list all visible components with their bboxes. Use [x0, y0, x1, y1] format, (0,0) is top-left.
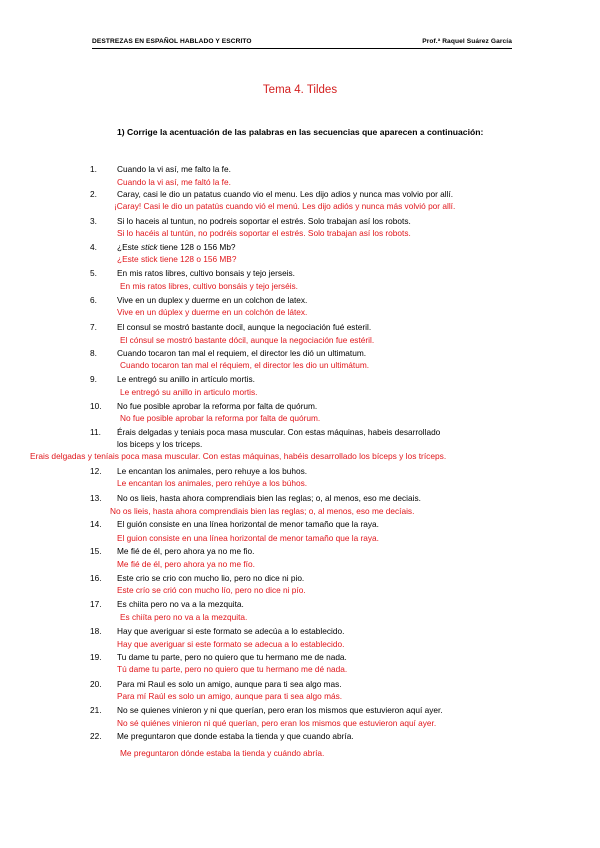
question-text: Cuando tocaron tan mal el requiem, el director les dió un ultimatum. [117, 348, 367, 358]
answer-text: Vive en un dúplex y duerme en un colchón de látex. [117, 307, 308, 317]
question-text: Érais delgadas y teniais poca masa muscular. Con estas máquinas, habeis desarrollado [117, 427, 441, 437]
question-text: Tu dame tu parte, pero no quiero que tu hermano me de nada. [117, 652, 347, 662]
item-number: 1. [90, 164, 97, 174]
question-text: Me fié de él, pero ahora ya no me fio. [117, 546, 255, 556]
page-title: Tema 4. Tildes [262, 84, 338, 96]
question-emphasis: stick [140, 242, 158, 252]
question-text: No os lieis, hasta ahora comprendiais bien las reglas; o, al menos, eso me deciais. [117, 493, 421, 503]
question-text: Para mi Raul es solo un amigo, aunque para ti sea algo mas. [117, 679, 342, 689]
question-text [117, 242, 236, 252]
answer-text: Me preguntaron dónde estaba la tienda y cuándo abría. [120, 748, 325, 758]
answer-text: Le entregó su anillo in articulo mortis. [120, 387, 258, 397]
item-number: 17. [90, 599, 102, 609]
question-text: Le entregó su anillo in artículo mortis. [117, 374, 255, 384]
question-text-continued: los biceps y los triceps. [117, 439, 203, 449]
item-number: 7. [90, 322, 97, 332]
item-number: 5. [90, 268, 97, 278]
item-number: 22. [90, 731, 102, 741]
answer-text: El guion consiste en una línea horizontal de menor tamaño que la raya. [117, 533, 379, 543]
answer-text: No os lieis, hasta ahora comprendiais bien las reglas; o, al menos, eso me decíais. [110, 506, 415, 516]
answer-text: Tú dame tu parte, pero no quiero que tu hermano me dé nada. [117, 664, 348, 674]
question-text: Le encantan los animales, pero rehuye a los buhos. [117, 466, 308, 476]
question-text: Es chiita pero no va a la mezquita. [117, 599, 244, 609]
answer-text: Cuando la vi así, me faltó la fe. [117, 177, 231, 187]
question-text: Me preguntaron que donde estaba la tienda y que cuando abría. [117, 731, 354, 741]
item-number: 10. [90, 401, 102, 411]
question-text: En mis ratos libres, cultivo bonsais y tejo jerseis. [117, 268, 295, 278]
item-number: 15. [90, 546, 102, 556]
answer-text: ¿Este stick tiene 128 o 156 MB? [117, 254, 237, 264]
item-number: 9. [90, 374, 97, 384]
answer-text: El cónsul se mostró bastante dócil, aunque la negociación fue estéril. [120, 335, 375, 345]
item-number: 18. [90, 626, 102, 636]
question-text: Cuando la vi así, me falto la fe. [117, 164, 231, 174]
instruction: 1) Corrige la acentuación de las palabras en las secuencias que aparecen a continuación: [117, 127, 484, 137]
item-number: 21. [90, 705, 102, 715]
answer-text: En mis ratos libres, cultivo bonsáis y tejo jerséis. [120, 281, 298, 291]
professor-name: Prof.ª Raquel Suárez García [422, 38, 512, 45]
item-number: 8. [90, 348, 97, 358]
question-text: No fue posible aprobar la reforma por falta de quórum. [117, 401, 318, 411]
question-text: Hay que averiguar si este formato se adecúa a lo establecido. [117, 626, 345, 636]
item-number: 14. [90, 519, 102, 529]
answer-text: Me fié de él, pero ahora ya no me fío. [117, 559, 255, 569]
item-number: 4. [90, 242, 97, 252]
item-number: 2. [90, 189, 97, 199]
page-header [92, 36, 512, 49]
answer-text: Este crío se crió con mucho lío, pero no dice ni pío. [117, 585, 306, 595]
answer-text: Le encantan los animales, pero rehúye a los búhos. [117, 478, 308, 488]
answer-text: Erais delgadas y teníais poca masa muscular. Con estas máquinas, habéis desarrollado los bíceps y los tríceps. [30, 451, 447, 461]
answer-text: Hay que averiguar si este formato se adecua a lo establecido. [117, 639, 345, 649]
question-text-start: ¿Este [117, 242, 141, 252]
question-text: Vive en un duplex y duerme en un colchon de latex. [117, 295, 308, 305]
answer-text: Si lo hacéis al tuntún, no podréis soportar el estrés. Solo trabajan así los robots. [117, 228, 411, 238]
answer-text: No fue posible aprobar la reforma por falta de quórum. [120, 413, 321, 423]
question-text: Este crio se crio con mucho lio, pero no dice ni pio. [117, 573, 305, 583]
item-number: 3. [90, 216, 97, 226]
answer-text: No sé quiénes vinieron ni qué querían, pero eran los mismos que estuvieron aquí ayer. [117, 718, 437, 728]
answer-text: Para mí Raúl es solo un amigo, aunque para ti sea algo más. [117, 691, 343, 701]
item-number: 12. [90, 466, 102, 476]
item-number: 19. [90, 652, 102, 662]
question-text: Si lo haceis al tuntun, no podreis soportar el estrés. Solo trabajan así los robots. [117, 216, 411, 226]
answer-text: Es chiíta pero no va a la mezquita. [120, 612, 248, 622]
question-text: Caray, casi le dio un patatus cuando vio el menu. Les dijo adios y nunca mas volvio por allí. [117, 189, 454, 199]
question-text: El guión consiste en una línea horizontal de menor tamaño que la raya. [117, 519, 379, 529]
question-text-end: tiene 128 o 156 Mb? [157, 242, 236, 252]
question-text: No se quienes vinieron y ni que querían, pero eran los mismos que estuvieron aquí ayer. [117, 705, 443, 715]
answer-text: ¡Caray! Casi le dio un patatús cuando vió el menú. Les dijo adiós y nunca más volvió por allí. [114, 201, 456, 211]
item-number: 13. [90, 493, 102, 503]
item-number: 20. [90, 679, 102, 689]
item-number: 16. [90, 573, 102, 583]
item-number: 11. [90, 427, 101, 437]
answer-text: Cuando tocaron tan mal el réquiem, el director les dio un ultimátum. [120, 360, 370, 370]
item-number: 6. [90, 295, 97, 305]
question-text: El consul se mostró bastante docil, aunque la negociación fué esteril. [117, 322, 372, 332]
course-title: DESTREZAS EN ESPAÑOL HABLADO Y ESCRITO [92, 38, 252, 45]
